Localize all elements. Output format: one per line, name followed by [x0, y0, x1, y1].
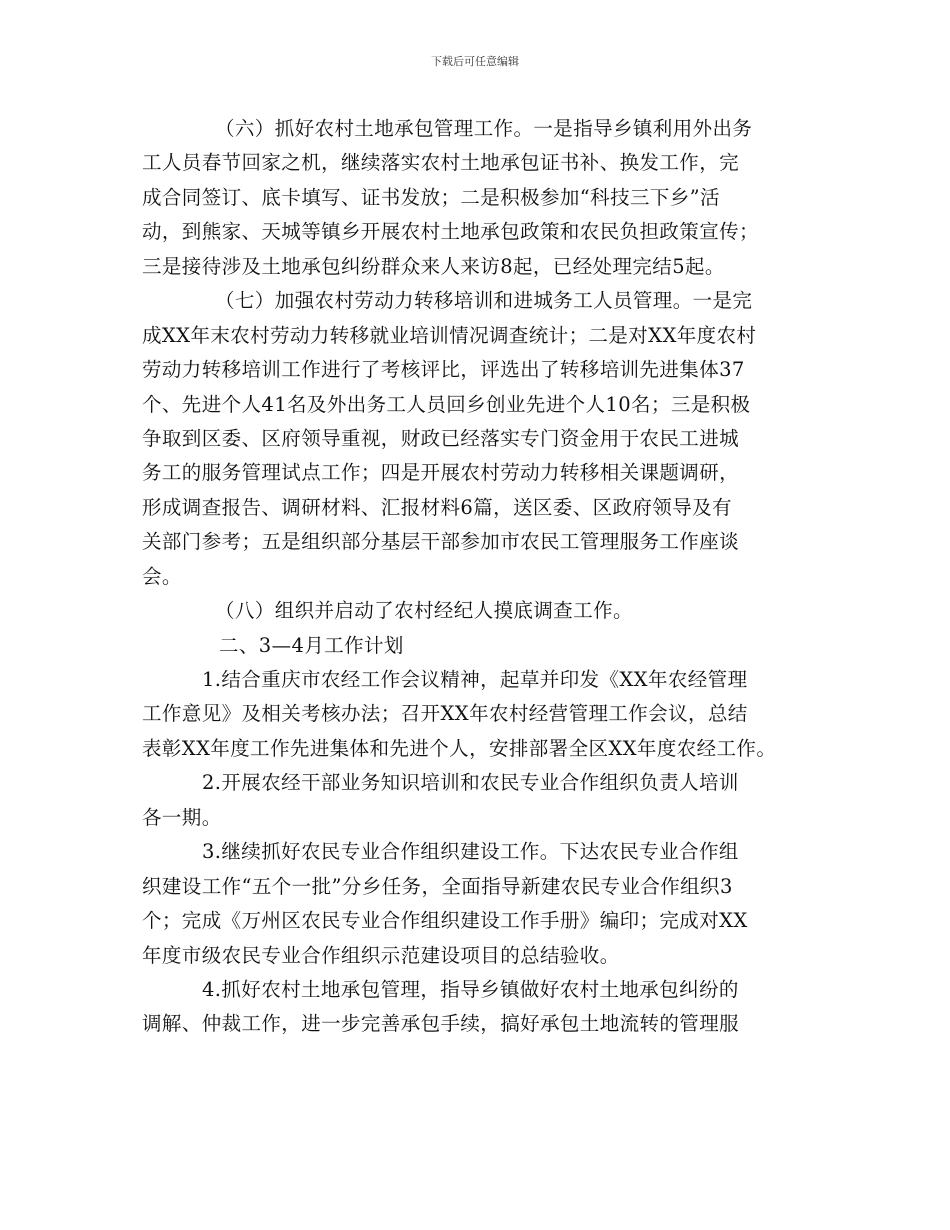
text-line: 3.继续抓好农民专业合作组织建设工作。下达农民专业合作组 — [202, 840, 739, 864]
text-line: 劳动力转移培训工作进行了考核评比，评选出了转移培训先进集体37 — [142, 358, 745, 382]
text-line: 争取到区委、区府领导重视，财政已经落实专门资金用于农民工进城 — [142, 426, 740, 450]
text-line: 会。 — [142, 564, 182, 588]
text-line: 工作意见》及相关考核办法；召开XX年农村经营管理工作会议，总结 — [142, 702, 748, 726]
text-line: 调解、仲裁工作，进一步完善承包手续，搞好承包土地流转的管理服 — [142, 1012, 740, 1036]
text-line: （七）加强农村劳动力转移培训和进城务工人员管理。一是完 — [215, 289, 753, 313]
text-line: 2.开展农经干部业务知识培训和农民专业合作组织负责人培训 — [202, 771, 739, 795]
text-line: 表彰XX年度工作先进集体和先进个人，安排部署全区XX年度农经工作。 — [142, 736, 777, 760]
text-line: 1.结合重庆市农经工作会议精神，起草并印发《XX年农经管理 — [202, 668, 748, 691]
text-line: 4.抓好农村土地承包管理，指导乡镇做好农村土地承包纠纷的 — [202, 977, 739, 1001]
text-line: 形成调查报告、调研材料、汇报材料6篇，送区委、区政府领导及有 — [142, 495, 732, 519]
text-line: 三是接待涉及土地承包纠纷群众来人来访8起，已经处理完结5起。 — [142, 254, 725, 278]
text-line: 关部门参考；五是组织部分基层干部参加市农民工管理服务工作座谈 — [142, 530, 740, 554]
text-line: （八）组织并启动了农村经纪人摸底调查工作。 — [215, 599, 633, 623]
text-line: 工人员春节回家之机，继续落实农村土地承包证书补、换发工作，完 — [142, 151, 740, 175]
document-body — [142, 112, 832, 1042]
text-line: 各一期。 — [142, 805, 222, 829]
text-line: 成XX年末农村劳动力转移就业培训情况调查统计；二是对XX年度农村 — [142, 323, 757, 347]
text-line: 成合同签订、底卡填写、证书发放；二是积极参加“科技三下乡”活 — [142, 185, 720, 209]
text-line: 二、3—4月工作计划 — [219, 633, 404, 657]
text-line: 个、先进个人41名及外出务工人员回乡创业先进个人10名；三是积极 — [142, 392, 751, 416]
text-line: 动，到熊家、天城等镇乡开展农村土地承包政策和农民负担政策宣传； — [142, 220, 759, 244]
page-header-note: 下载后可任意编辑 — [431, 55, 519, 68]
text-line: 务工的服务管理试点工作；四是开展农村劳动力转移相关课题调研， — [142, 461, 740, 485]
text-line: 织建设工作“五个一批”分乡任务，全面指导新建农民专业合作组织3 — [142, 874, 733, 898]
text-line: 个；完成《万州区农民专业合作组织建设工作手册》编印；完成对XX — [142, 909, 748, 933]
text-line: 年度市级农民专业合作组织示范建设项目的总结验收。 — [142, 943, 620, 967]
text-line: （六）抓好农村土地承包管理工作。一是指导乡镇利用外出务 — [215, 117, 753, 140]
